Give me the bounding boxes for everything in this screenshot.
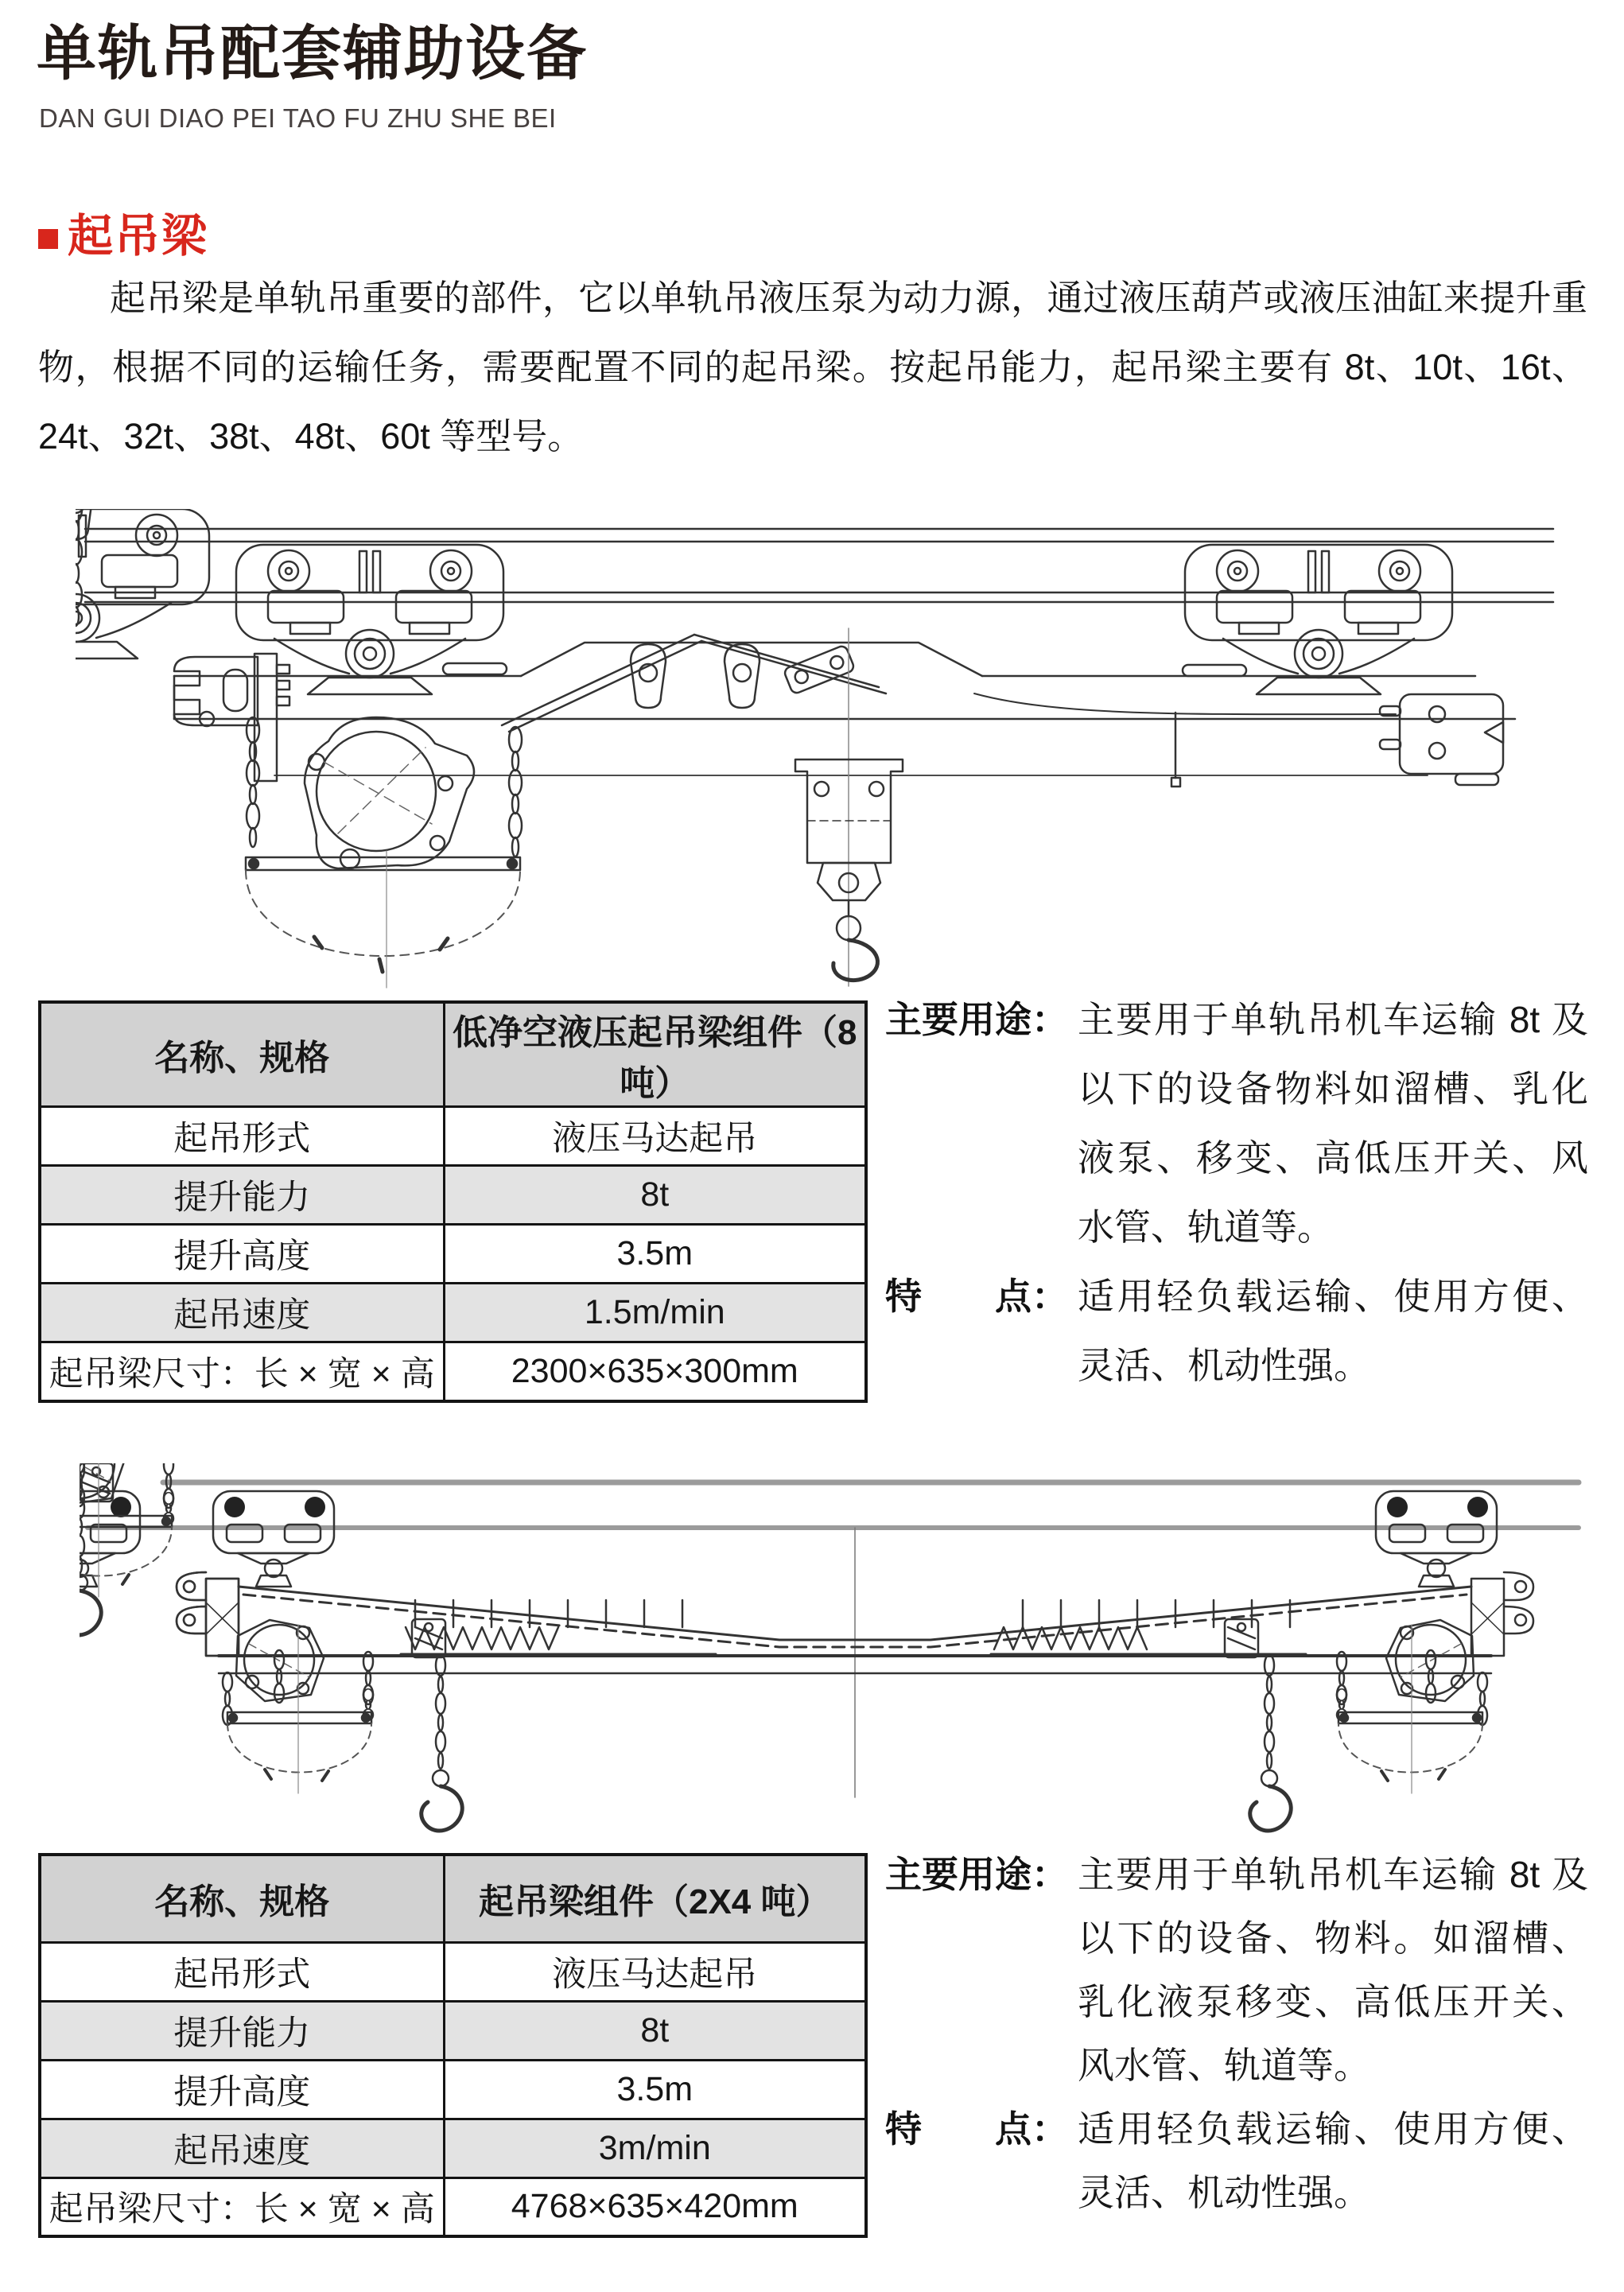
spec-name-cell: 提升能力 bbox=[40, 2001, 444, 2060]
spec-name-cell: 起吊速度 bbox=[40, 2119, 444, 2177]
spec-name-cell: 起吊梁尺寸：长 × 宽 × 高 bbox=[40, 2177, 444, 2236]
info-block-8t bbox=[885, 985, 1588, 1400]
table-row bbox=[40, 2060, 866, 2119]
table-header-row bbox=[40, 1855, 866, 1942]
table-header-cell: 起吊梁组件（2X4 吨） bbox=[444, 1855, 866, 1942]
spec-name-cell: 起吊形式 bbox=[40, 1107, 444, 1166]
table-header-row bbox=[40, 1002, 866, 1107]
feature-text: 适用轻负载运输、使用方便、灵活、机动性强。 bbox=[1078, 1276, 1588, 1386]
spec-value-cell: 3.5m bbox=[444, 1225, 866, 1284]
table-header-cell: 名称、规格 bbox=[40, 1002, 444, 1107]
table-header-cell: 名称、规格 bbox=[40, 1855, 444, 1942]
spec-name-cell: 起吊速度 bbox=[40, 1284, 444, 1342]
table-row bbox=[40, 1225, 866, 1284]
page-title: 单轨吊配套辅助设备 bbox=[37, 20, 589, 87]
feature-text: 适用轻负载运输、使用方便、灵活、机动性强。 bbox=[1078, 2108, 1588, 2213]
spec-value-cell: 4768×635×420mm bbox=[444, 2177, 866, 2236]
usage-text: 主要用于单轨吊机车运输 8t 及以下的设备、物料。如溜槽、乳化液泵移变、高低压开关、风水管、轨道等。 bbox=[1078, 1854, 1588, 2086]
table-row bbox=[40, 1342, 866, 1401]
table-row bbox=[40, 1107, 866, 1166]
table-row bbox=[40, 1166, 866, 1225]
table-header-cell: 低净空液压起吊梁组件（8 吨） bbox=[444, 1002, 866, 1107]
center-hook-block bbox=[795, 628, 903, 986]
spec-name-cell: 起吊梁尺寸：长 × 宽 × 高 bbox=[40, 1342, 444, 1401]
spec-name-cell: 提升高度 bbox=[40, 1225, 444, 1284]
spec-value-cell: 3.5m bbox=[444, 2060, 866, 2119]
usage-row bbox=[885, 1843, 1588, 2097]
usage-label: 主要用途： bbox=[885, 999, 1068, 1040]
spec-table-8t bbox=[38, 1000, 868, 1403]
usage-row bbox=[885, 985, 1588, 1262]
spec-value-cell: 2300×635×300mm bbox=[444, 1342, 866, 1401]
usage-text: 主要用于单轨吊机车运输 8t 及以下的设备物料如溜槽、乳化液泵、移变、高低压开关、风水管、轨道等。 bbox=[1078, 999, 1588, 1248]
spec-value-cell: 液压马达起吊 bbox=[444, 1107, 866, 1166]
technical-drawing-8t-beam bbox=[76, 509, 1563, 994]
table-row bbox=[40, 1942, 866, 2001]
spec-name-cell: 提升能力 bbox=[40, 1166, 444, 1225]
spec-value-cell: 液压马达起吊 bbox=[444, 1942, 866, 2001]
technical-drawing-2x4t-beam bbox=[80, 1463, 1591, 1845]
table-row bbox=[40, 2119, 866, 2177]
feature-label: 特 点： bbox=[885, 2108, 1068, 2150]
feature-row bbox=[885, 1262, 1588, 1400]
section-label: 起吊梁 bbox=[68, 211, 208, 262]
table-row bbox=[40, 1284, 866, 1342]
intro-paragraph: 起吊梁是单轨吊重要的部件，它以单轨吊液压泵为动力源，通过液压葫芦或液压油缸来提升重物，根据不同的运输任务，需要配置不同的起吊梁。按起吊能力，起吊梁主要有 8t、10t、16t、24t、32t、38t、48t、60t 等型号。 bbox=[38, 278, 1587, 456]
spec-name-cell: 提升高度 bbox=[40, 2060, 444, 2119]
spec-table-2x4t bbox=[38, 1853, 868, 2238]
spec-value-cell: 8t bbox=[444, 2001, 866, 2060]
spec-value-cell: 3m/min bbox=[444, 2119, 866, 2177]
feature-label: 特 点： bbox=[885, 1276, 1068, 1317]
info-block-2x4t bbox=[885, 1843, 1588, 2224]
spec-value-cell: 8t bbox=[444, 1166, 866, 1225]
feature-row bbox=[885, 2097, 1588, 2224]
section-heading bbox=[38, 212, 208, 262]
table-row bbox=[40, 2177, 866, 2236]
red-square-bullet-icon bbox=[38, 229, 58, 249]
page-subtitle-pinyin: DAN GUI DIAO PEI TAO FU ZHU SHE BEI bbox=[39, 103, 557, 133]
spec-value-cell: 1.5m/min bbox=[444, 1284, 866, 1342]
usage-label: 主要用途： bbox=[885, 1854, 1068, 1895]
spec-name-cell: 起吊形式 bbox=[40, 1942, 444, 2001]
table-row bbox=[40, 2001, 866, 2060]
